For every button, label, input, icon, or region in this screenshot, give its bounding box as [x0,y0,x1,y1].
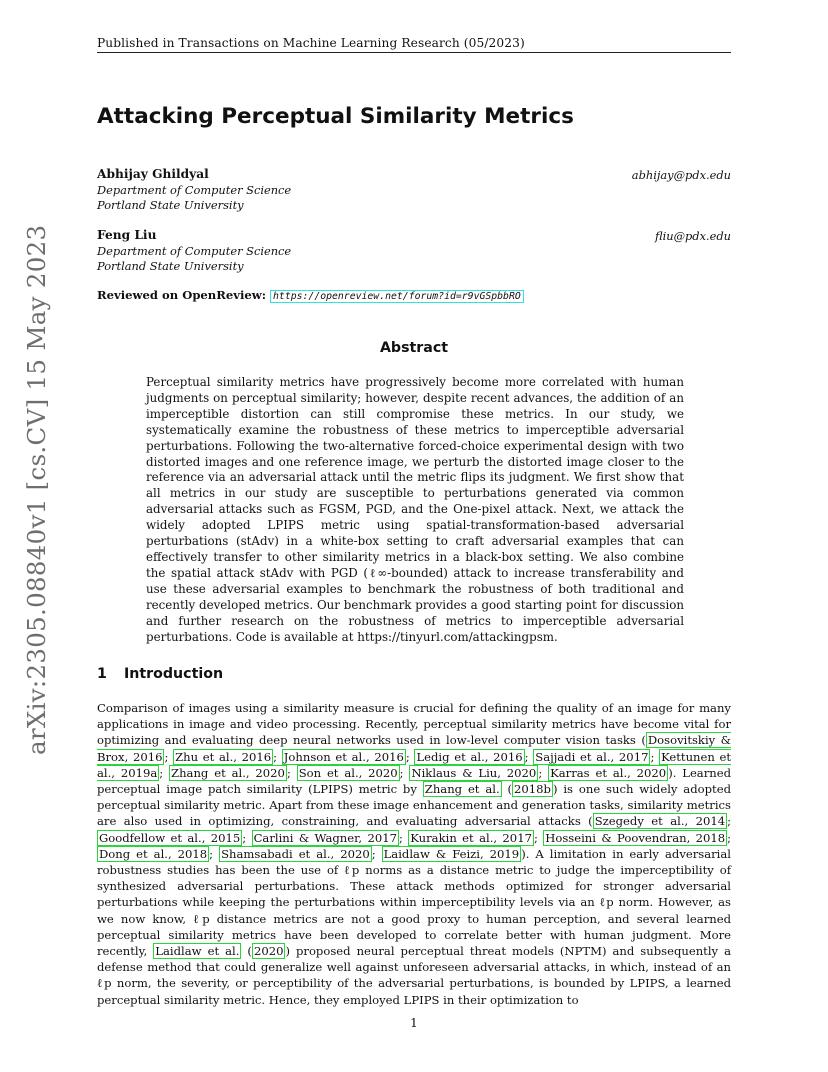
citation-link[interactable]: Zhang et al., 2020 [171,765,285,780]
author-name: Feng Liu [97,228,157,242]
author-email: abhijay@pdx.edu [631,168,731,182]
citation-link[interactable]: 2018b [514,782,551,797]
citation-link[interactable]: Shamsabadi et al., 2020 [221,846,370,861]
openreview-link[interactable]: https://openreview.net/forum?id=r9vGSpbbRO [270,290,524,303]
section-number: 1 [97,666,107,682]
section-heading [97,666,223,682]
citation-link[interactable]: Dosovitskiy & Brox, 2016 [97,733,731,764]
journal-header: Published in Transactions on Machine Learning Research (05/2023) [97,36,525,50]
citation-link[interactable]: Carlini & Wagner, 2017 [253,830,397,845]
citation-link[interactable]: Zhang et al. [424,782,500,797]
review-info [97,288,524,302]
citation-link[interactable]: Niklaus & Liu, 2020 [411,765,537,780]
paper-title: Attacking Perceptual Similarity Metrics [97,104,574,129]
intro-text: Comparison of images using a similarity measure is crucial for defining the quality of an image for many applications in image and video processing. Recently, perceptual similarity metrics have become vital for optimizing and evaluating deep neural networks used in low-level computer vision tasks ( [97,701,731,748]
abstract-heading: Abstract [379,340,449,356]
header-divider [97,52,731,53]
citation-link[interactable]: Karras et al., 2020 [550,765,667,780]
citation-link[interactable]: Son et al., 2020 [298,765,398,780]
citation-link[interactable]: 2020 [253,944,284,959]
citation-link[interactable]: Kurakin et al., 2017 [410,830,532,845]
author-university: Portland State University [97,259,244,273]
citation-link[interactable]: Laidlaw et al. [155,944,240,959]
intro-text: ) proposed neural perceptual threat models (NPTM) and subsequently a defense method that could generalize well against unforeseen adversarial attacks, in which, instead of an ℓp norm, the severity, or perceptibility of the adversarial perturbations, is bounded by LPIPS, a learned perceptual similarity metric. Hence, they employed LPIPS in their optimization to [97,944,731,1007]
intro-text: ). Learned perceptual image patch similarity (LPIPS) metric by [97,765,732,797]
section-title: Introduction [124,666,224,682]
author-university: Portland State University [97,198,244,212]
author-department: Department of Computer Science [97,244,292,258]
intro-text: ) is one such widely adopted perceptual similarity metric. Apart from these image enhancement and generation tasks, similarity metrics are also used in optimizing, constraining, and evaluating adversarial attacks ( [97,782,731,829]
arxiv-identifier: arXiv:2305.08840v1 [cs.CV] 15 May 2023 [22,224,51,755]
citation-link[interactable]: Kettunen et al., 2019a [97,749,732,780]
citation-link[interactable]: Sajjadi et al., 2017 [535,749,649,764]
citation-link[interactable]: Ledig et al., 2016 [416,749,523,764]
introduction-paragraph: Comparison of images using a similarity measure is crucial for defining the quality of an image for many applications in image and video processing. Recently, perceptual similarity metrics have become vital for optimizing and evaluating deep neural networks used in low-level computer vision tasks ( Dosovitskiy & Brox, 2016 ; Zhu et al., 2016 ; Johnson et al., 2016 ; Ledig et al., 2016 ; Sajjadi et al., 2017 ; Kettunen et al., 2019a ; Zhang et al., 2020 ; Son et al., 2020 ; Niklaus & Liu, 2020 ; Karras et al., 2020 ). Learned perceptual image patch similarity (LPIPS) metric by Zhang et al. ( 2018b ) is one such widely adopted perceptual similarity metric. Apart from these image enhancement and generation tasks, similarity metrics are also used in optimizing, constraining, and evaluating adversarial attacks ( Szegedy et al., 2014 ; Goodfellow et al., 2015 ; Carlini & Wagner, 2017 ; Kurakin et al., 2017 ; Hosseini & Poovendran, 2018 ; Dong et al., 2018 ; Shamsabadi et al., 2020 ; Laidlaw & Feizi, 2019 ). A limitation in early adversarial robustness studies has been the use of ℓp norms as a distance metric to judge the imperceptibility of synthesized adversarial perturbations. These attack methods optimized for stronger adversarial perturbations while keeping the perturbations within imperceptibility levels via an ℓp norm. However, as we now know, ℓp distance metrics are not a good proxy to human perception, and several learned perceptual similarity metrics have been developed to correlate better with human judgment. More recently, Laidlaw et al. ( 2020 ) proposed neural perceptual threat models (NPTM) and subsequently a defense method that could generalize well against unforeseen adversarial attacks, in which, instead of an ℓp norm, the severity, or perceptibility of the adversarial perturbations, is bounded by LPIPS, a learned perceptual similarity metric. Hence, they employed LPIPS in their optimization to [97,701,732,1007]
citation-link[interactable]: Szegedy et al., 2014 [594,814,726,829]
citation-link[interactable]: Laidlaw & Feizi, 2019 [383,846,520,861]
citation-link[interactable]: Goodfellow et al., 2015 [99,830,241,845]
abstract-text: Perceptual similarity metrics have progressively become more correlated with human judgments on perceptual similarity; however, despite recent advances, the addition of an imperceptible distortion can still compromise these metrics. In our study, we systematically examine the robustness of these metrics to imperceptible adversarial perturbations. Following the two-alternative forced-choice experimental design with two distorted images and one reference image, we perturb the distorted image closer to the reference via an adversarial attack until the metric flips its judgment. We first show that all metrics in our study are susceptible to perturbations generated via common adversarial attacks such as FGSM, PGD, and the One-pixel attack. Next, we attack the widely adopted LPIPS metric using spatial-transformation-based adversarial perturbations (stAdv) in a white-box setting to craft adversarial examples that can effectively transfer to other similarity metrics in a black-box setting. We also combine the spatial attack stAdv with PGD (ℓ∞-bounded) attack to increase transferability and use these adversarial examples to benchmark the robustness of both traditional and recently developed metrics. Our benchmark provides a good starting point for discussion and further research on the robustness of metrics to imperceptible adversarial perturbations. Code is available at https://tinyurl.com/attackingpsm. [146,375,684,644]
citation-link[interactable]: Hosseini & Poovendran, 2018 [545,830,726,845]
author-department: Department of Computer Science [97,183,292,197]
review-label: Reviewed on OpenReview: [97,288,267,302]
citation-link[interactable]: Dong et al., 2018 [99,846,208,861]
intro-text: ). A limitation in early adversarial robustness studies has been the use of ℓp norms as a distance metric to judge the imperceptibility of synthesized adversarial perturbations. These attack methods optimized for stronger adversarial perturbations while keeping the perturbations within imperceptibility levels via an ℓp norm. However, as we now know, ℓp distance metrics are not a good proxy to human perception, and several learned perceptual similarity metrics have been developed to correlate better with human judgment. More recently, [97,846,731,959]
citation-link[interactable]: Johnson et al., 2016 [283,749,404,764]
author-email: fliu@pdx.edu [655,229,731,243]
page-number: 1 [410,1016,418,1030]
author-name: Abhijay Ghildyal [97,167,209,181]
citation-link[interactable]: Zhu et al., 2016 [175,749,272,764]
